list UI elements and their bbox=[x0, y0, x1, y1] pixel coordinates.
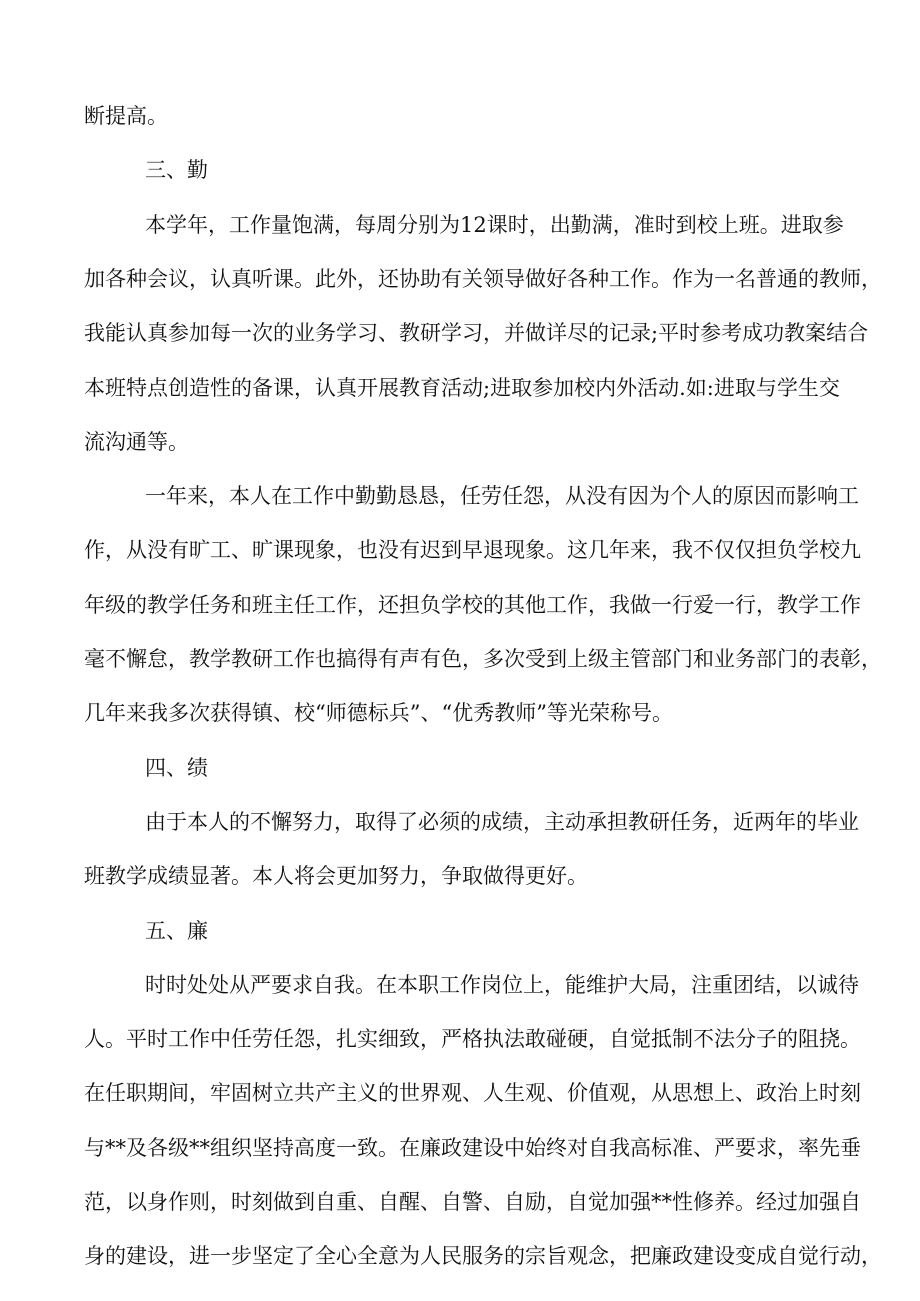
paragraph-line: 与**及各级**组织坚持高度一致。在廉政建设中始终对自我高标准、严要求，率先垂 bbox=[84, 1135, 861, 1160]
section-heading: 五、廉 bbox=[145, 918, 208, 943]
paragraph-line: 身的建设，进一步坚定了全心全意为人民服务的宗旨观念，把廉政建设变成自觉行动， bbox=[84, 1244, 882, 1269]
paragraph-line: 范，以身作则，时刻做到自重、自醒、自警、自励，自觉加强**性修养。经过加强自 bbox=[84, 1190, 861, 1214]
paragraph-line: 断提高。 bbox=[84, 104, 168, 128]
paragraph-line: 我能认真参加每一次的业务学习、教研学习，并做详尽的记录;平时参考成功教案结合 bbox=[84, 321, 869, 346]
paragraph-line: 毫不懈怠，教学教研工作也搞得有声有色，多次受到上级主管部门和业务部门的表彰， bbox=[84, 647, 882, 671]
paragraph-line: 时时处处从严要求自我。在本职工作岗位上，能维护大局，注重团结，以诚待 bbox=[145, 972, 859, 997]
paragraph-line: 流沟通等。 bbox=[84, 429, 189, 454]
paragraph-line: 一年来，本人在工作中勤勤恳恳，任劳任怨，从没有因为个人的原因而影响工 bbox=[145, 484, 859, 509]
section-heading: 三、勤 bbox=[145, 158, 208, 183]
paragraph-line: 在任职期间，牢固树立共产主义的世界观、人生观、价值观，从思想上、政治上时刻 bbox=[84, 1081, 861, 1106]
paragraph-line: 由于本人的不懈努力，取得了必须的成绩，主动承担教研任务，近两年的毕业 bbox=[145, 809, 859, 834]
paragraph-line: 本学年，工作量饱满，每周分别为12课时，出勤满，准时到校上班。进取参 bbox=[145, 212, 844, 237]
paragraph-line: 加各种会议，认真听课。此外，还协助有关领导做好各种工作。作为一名普通的教师， bbox=[84, 266, 882, 291]
section-heading: 四、绩 bbox=[145, 755, 208, 780]
paragraph-line: 班教学成绩显著。本人将会更加努力，争取做得更好。 bbox=[84, 864, 588, 889]
paragraph-line: 年级的教学任务和班主任工作，还担负学校的其他工作，我做一行爱一行，教学工作 bbox=[84, 592, 861, 617]
paragraph-line: 作，从没有旷工、旷课现象，也没有迟到早退现象。这几年来，我不仅仅担负学校九 bbox=[84, 538, 861, 563]
paragraph-line: 本班特点创造性的备课，认真开展教育活动;进取参加校内外活动.如:进取与学生交 bbox=[84, 375, 840, 400]
paragraph-line: 几年来我多次获得镇、校“师德标兵”、“优秀教师”等光荣称号。 bbox=[84, 701, 673, 726]
paragraph-line: 人。平时工作中任劳任怨，扎实细致，严格执法敢碰硬，自觉抵制不法分子的阻挠。 bbox=[84, 1027, 861, 1052]
